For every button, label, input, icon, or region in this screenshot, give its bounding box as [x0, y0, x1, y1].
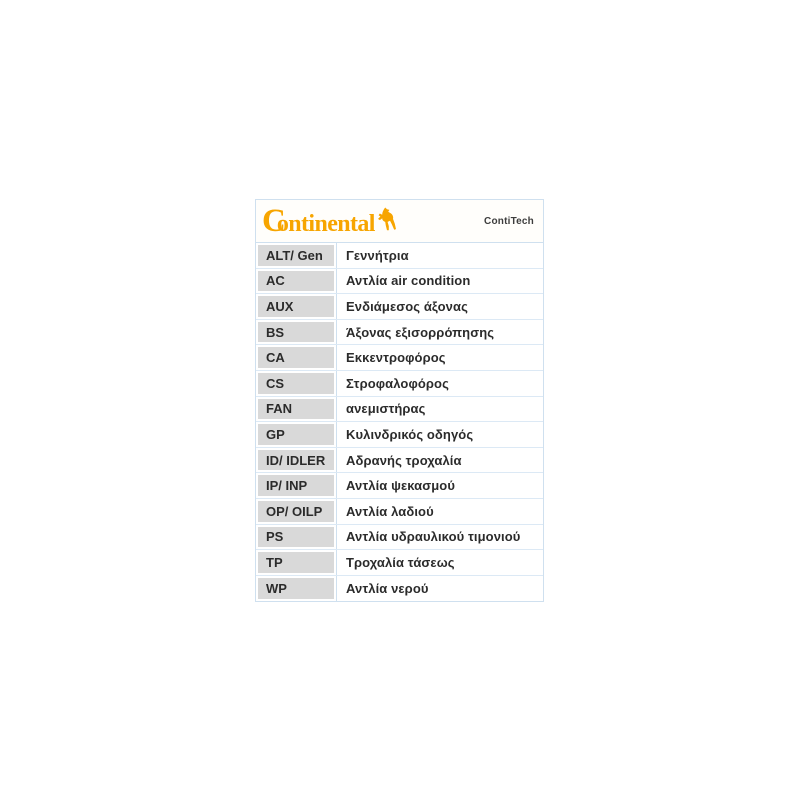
table-row [256, 499, 543, 525]
table-row [256, 525, 543, 551]
desc-cell: ανεμιστήρας [336, 397, 543, 422]
contitech-logo: ContiTech [484, 215, 534, 227]
abbr-cell: AC [258, 271, 334, 292]
table-row [256, 243, 543, 269]
desc-cell: Ενδιάμεσος άξονας [336, 294, 543, 319]
table-row [256, 576, 543, 602]
abbr-cell: CA [258, 347, 334, 368]
table-row [256, 320, 543, 346]
desc-cell: Αδρανής τροχαλία [336, 448, 543, 473]
abbr-cell: PS [258, 527, 334, 548]
abbr-cell: GP [258, 424, 334, 445]
desc-cell: Κυλινδρικός οδηγός [336, 422, 543, 447]
abbr-cell: AUX [258, 296, 334, 317]
brand-header [256, 200, 543, 243]
logo-wordmark: ontinental [276, 210, 375, 237]
desc-cell: Άξονας εξισορρόπησης [336, 320, 543, 345]
abbr-cell: FAN [258, 399, 334, 420]
abbr-cell: ID/ IDLER [258, 450, 334, 471]
table-row [256, 550, 543, 576]
abbr-cell: IP/ INP [258, 475, 334, 496]
table-row [256, 345, 543, 371]
desc-cell: Στροφαλοφόρος [336, 371, 543, 396]
abbr-cell: TP [258, 552, 334, 573]
desc-cell: Αντλία air condition [336, 269, 543, 294]
continental-logo [262, 202, 396, 239]
table-row [256, 294, 543, 320]
table-row [256, 422, 543, 448]
desc-cell: Αντλία λαδιού [336, 499, 543, 524]
abbr-cell: WP [258, 578, 334, 600]
desc-cell: Τροχαλία τάσεως [336, 550, 543, 575]
table-row [256, 397, 543, 423]
desc-cell: Αντλία υδραυλικού τιμονιού [336, 525, 543, 550]
table-row [256, 269, 543, 295]
desc-cell: Αντλία ψεκασμού [336, 473, 543, 498]
table-row [256, 473, 543, 499]
abbr-cell: BS [258, 322, 334, 343]
logo-letter-c: C [262, 202, 285, 239]
abbr-cell: CS [258, 373, 334, 394]
table-row [256, 371, 543, 397]
continental-horse-icon [378, 207, 396, 236]
desc-cell: Γεννήτρια [336, 243, 543, 268]
desc-cell: Εκκεντροφόρος [336, 345, 543, 370]
abbr-cell: ALT/ Gen [258, 245, 334, 266]
desc-cell: Αντλία νερού [336, 576, 543, 602]
legend-table [255, 199, 544, 602]
abbr-cell: OP/ OILP [258, 501, 334, 522]
table-row [256, 448, 543, 474]
